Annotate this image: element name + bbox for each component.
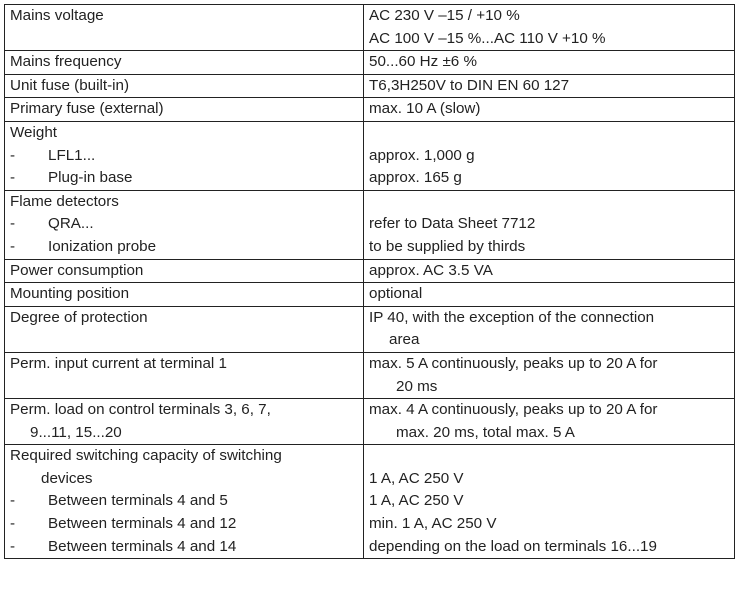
row-value: refer to Data Sheet 7712 to be supplied by thirds [364,190,735,259]
row-value: IP 40, with the exception of the connection area [364,306,735,352]
list-dash: - [10,515,16,533]
sub-label: QRA... [48,215,94,233]
table-row [5,445,735,559]
row-value: 1 A, AC 250 V 1 A, AC 250 V min. 1 A, AC 250 V depending on the load on terminals 16...19 [364,445,735,559]
sub-label: Plug-in base [48,169,133,187]
sub-label: Between terminals 4 and 12 [48,515,237,533]
table-row [5,98,735,122]
row-value: AC 230 V –15 / +10 % AC 100 V –15 %...AC 110 V +10 % [364,5,735,51]
table-row [5,5,735,51]
row-label: Mains frequency [5,51,364,75]
row-value: 50...60 Hz ±6 % [364,51,735,75]
table-row [5,74,735,98]
row-label: Power consumption [5,259,364,283]
list-dash: - [10,215,16,233]
sub-label: Ionization probe [48,237,157,255]
sub-label: Between terminals 4 and 5 [48,492,228,510]
sub-label: LFL1... [48,146,96,164]
sub-label: Between terminals 4 and 14 [48,537,237,555]
list-dash: - [10,492,16,510]
list-dash: - [10,237,16,255]
row-value: optional [364,283,735,307]
row-value: approx. 1,000 g approx. 165 g [364,121,735,190]
table-row [5,283,735,307]
row-value: T6,3H250V to DIN EN 60 127 [364,74,735,98]
table-row [5,121,735,190]
row-label: Mounting position [5,283,364,307]
table-row [5,399,735,445]
row-label: Weight - LFL1... - Plug-in base [5,121,364,190]
table-row [5,352,735,398]
row-label: Unit fuse (built-in) [5,74,364,98]
row-value: max. 4 A continuously, peaks up to 20 A for max. 20 ms, total max. 5 A [364,399,735,445]
row-value: approx. AC 3.5 VA [364,259,735,283]
table-row [5,259,735,283]
row-label: Primary fuse (external) [5,98,364,122]
row-label: Flame detectors - QRA... - Ionization probe [5,190,364,259]
table-row [5,51,735,75]
row-value: max. 5 A continuously, peaks up to 20 A for 20 ms [364,352,735,398]
row-label: Required switching capacity of switching devices - Between terminals 4 and 5 - Between terminals 4 and 12 - Between terminals 4 and 14 [5,445,364,559]
table-row [5,306,735,352]
technical-data-table [4,4,735,559]
row-label: Perm. load on control terminals 3, 6, 7, 9...11, 15...20 [5,399,364,445]
list-dash: - [10,537,16,555]
list-dash: - [10,146,16,164]
table-row [5,190,735,259]
row-value: max. 10 A (slow) [364,98,735,122]
row-label: Mains voltage [5,5,364,51]
row-label: Perm. input current at terminal 1 [5,352,364,398]
list-dash: - [10,169,16,187]
row-label: Degree of protection [5,306,364,352]
